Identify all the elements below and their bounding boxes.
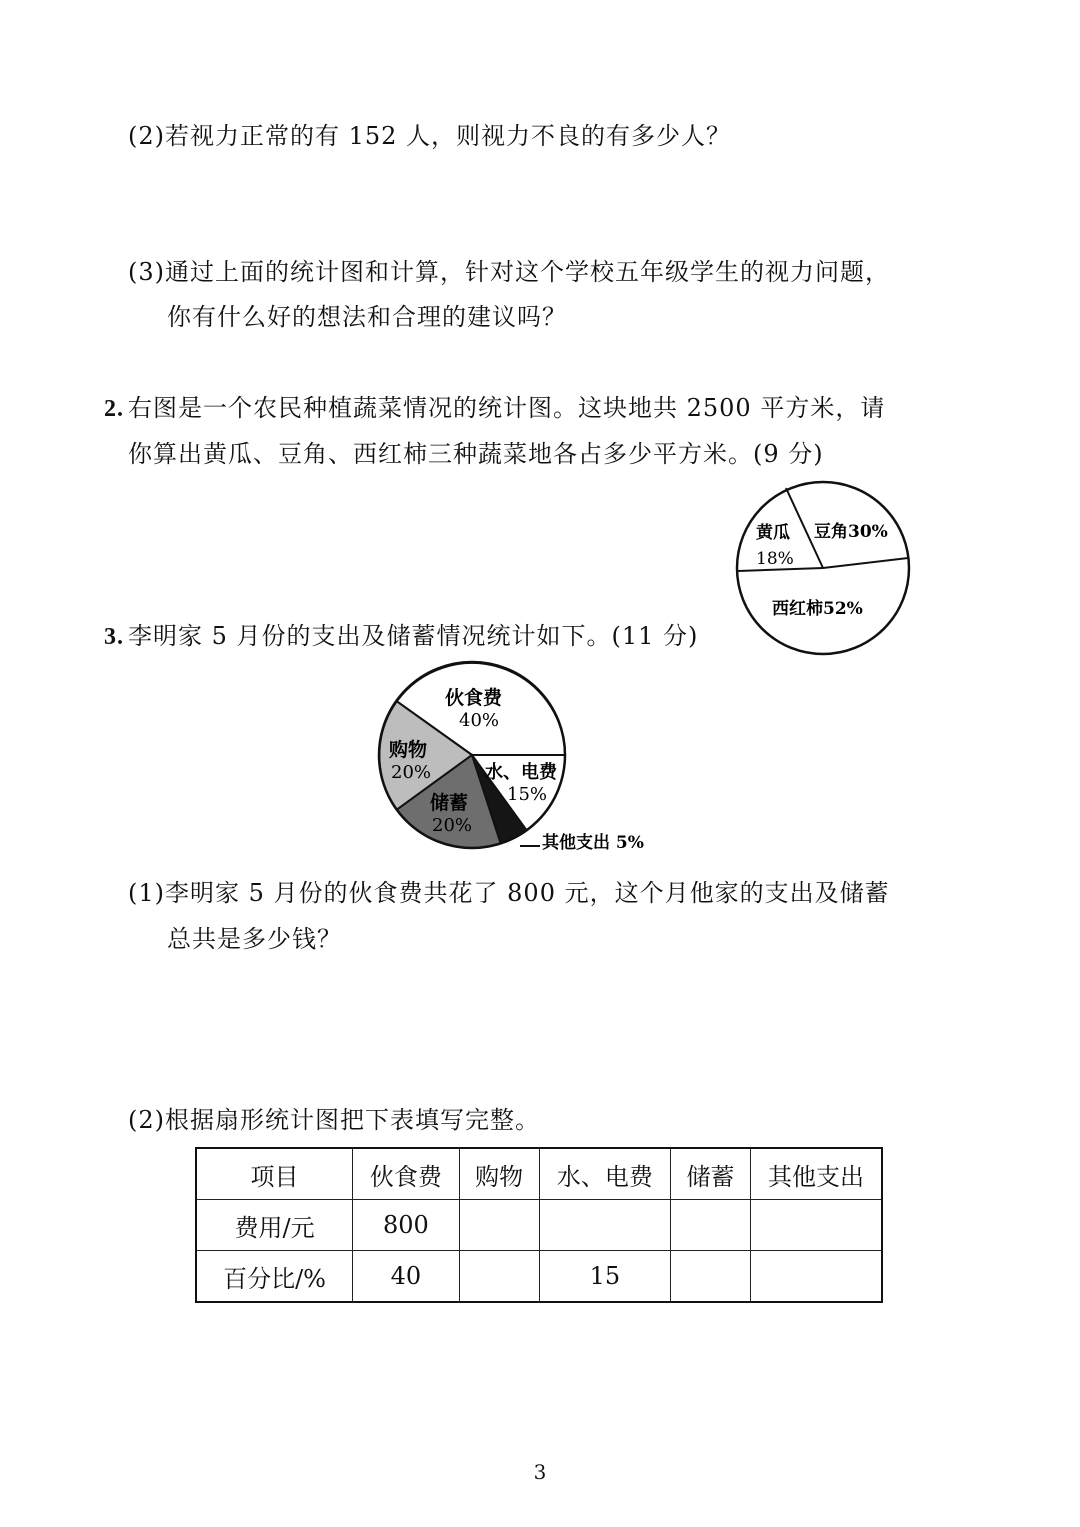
- q2-line2: 你算出黄瓜、豆角、西红柿三种蔬菜地各占多少平方米。(9 分): [128, 440, 824, 468]
- table-header-cell: 项目: [196, 1148, 353, 1200]
- q2-number: 2.: [104, 396, 124, 422]
- q3-text1: 李明家 5 月份的支出及储蓄情况统计如下。(11 分): [128, 622, 699, 650]
- label-other: 其他支出 5%: [542, 833, 644, 853]
- vegetable-pie-chart: [730, 480, 920, 665]
- label-cucumber: 黄瓜: [756, 523, 790, 543]
- q3-sub1-line1: (1)李明家 5 月份的伙食费共花了 800 元，这个月他家的支出及储蓄: [128, 879, 890, 907]
- label-food-pct: 40%: [459, 710, 500, 731]
- label-shopping-pct: 20%: [391, 762, 432, 783]
- cell-saving-cost[interactable]: [671, 1200, 751, 1251]
- page-number: 3: [533, 1460, 547, 1484]
- cell-other-percent[interactable]: [750, 1251, 882, 1303]
- table-header-row: [196, 1148, 882, 1200]
- q2-text1: 右图是一个农民种植蔬菜情况的统计图。这块地共 2500 平方米，请: [128, 394, 886, 422]
- label-tomato: 西红柿52%: [772, 599, 863, 619]
- q2-line1: [104, 388, 885, 423]
- cell-shopping-percent[interactable]: [459, 1251, 539, 1303]
- expense-pie-chart: [375, 660, 675, 860]
- label-cucumber-pct: 18%: [756, 549, 794, 569]
- q3-line1: [104, 616, 698, 651]
- label-bean: 豆角30%: [814, 522, 888, 542]
- table-header-cell: 购物: [459, 1148, 539, 1200]
- table-header-cell: 储蓄: [671, 1148, 751, 1200]
- q1-sub3-line1: (3)通过上面的统计图和计算，针对这个学校五年级学生的视力问题，: [128, 258, 890, 286]
- row-label-cost: 费用/元: [196, 1200, 353, 1251]
- q3-sub1-line2: 总共是多少钱？: [167, 925, 342, 953]
- label-saving-pct: 20%: [432, 815, 473, 836]
- label-saving: 储蓄: [430, 792, 469, 814]
- label-utilities-pct: 15%: [507, 784, 548, 805]
- table-header-cell: 伙食费: [353, 1148, 460, 1200]
- cell-food-cost: 800: [353, 1200, 460, 1251]
- cell-utilities-cost[interactable]: [539, 1200, 671, 1251]
- table-row: [196, 1251, 882, 1303]
- q1-sub3-line2: 你有什么好的想法和合理的建议吗？: [167, 303, 567, 331]
- label-food: 伙食费: [445, 687, 503, 709]
- table-header-cell: 水、电费: [539, 1148, 671, 1200]
- cell-other-cost[interactable]: [750, 1200, 882, 1251]
- label-shopping: 购物: [389, 739, 428, 761]
- table-header-cell: 其他支出: [750, 1148, 882, 1200]
- table-row: [196, 1200, 882, 1251]
- cell-food-percent: 40: [353, 1251, 460, 1303]
- q3-number: 3.: [104, 624, 124, 650]
- cell-utilities-percent: 15: [539, 1251, 671, 1303]
- q3-sub2: (2)根据扇形统计图把下表填写完整。: [128, 1106, 540, 1134]
- cell-saving-percent[interactable]: [671, 1251, 751, 1303]
- q1-sub2: (2)若视力正常的有 152 人，则视力不良的有多少人？: [128, 122, 732, 150]
- cell-shopping-cost[interactable]: [459, 1200, 539, 1251]
- label-utilities: 水、电费: [485, 762, 557, 783]
- expense-table: [195, 1147, 883, 1303]
- row-label-percent: 百分比/%: [196, 1251, 353, 1303]
